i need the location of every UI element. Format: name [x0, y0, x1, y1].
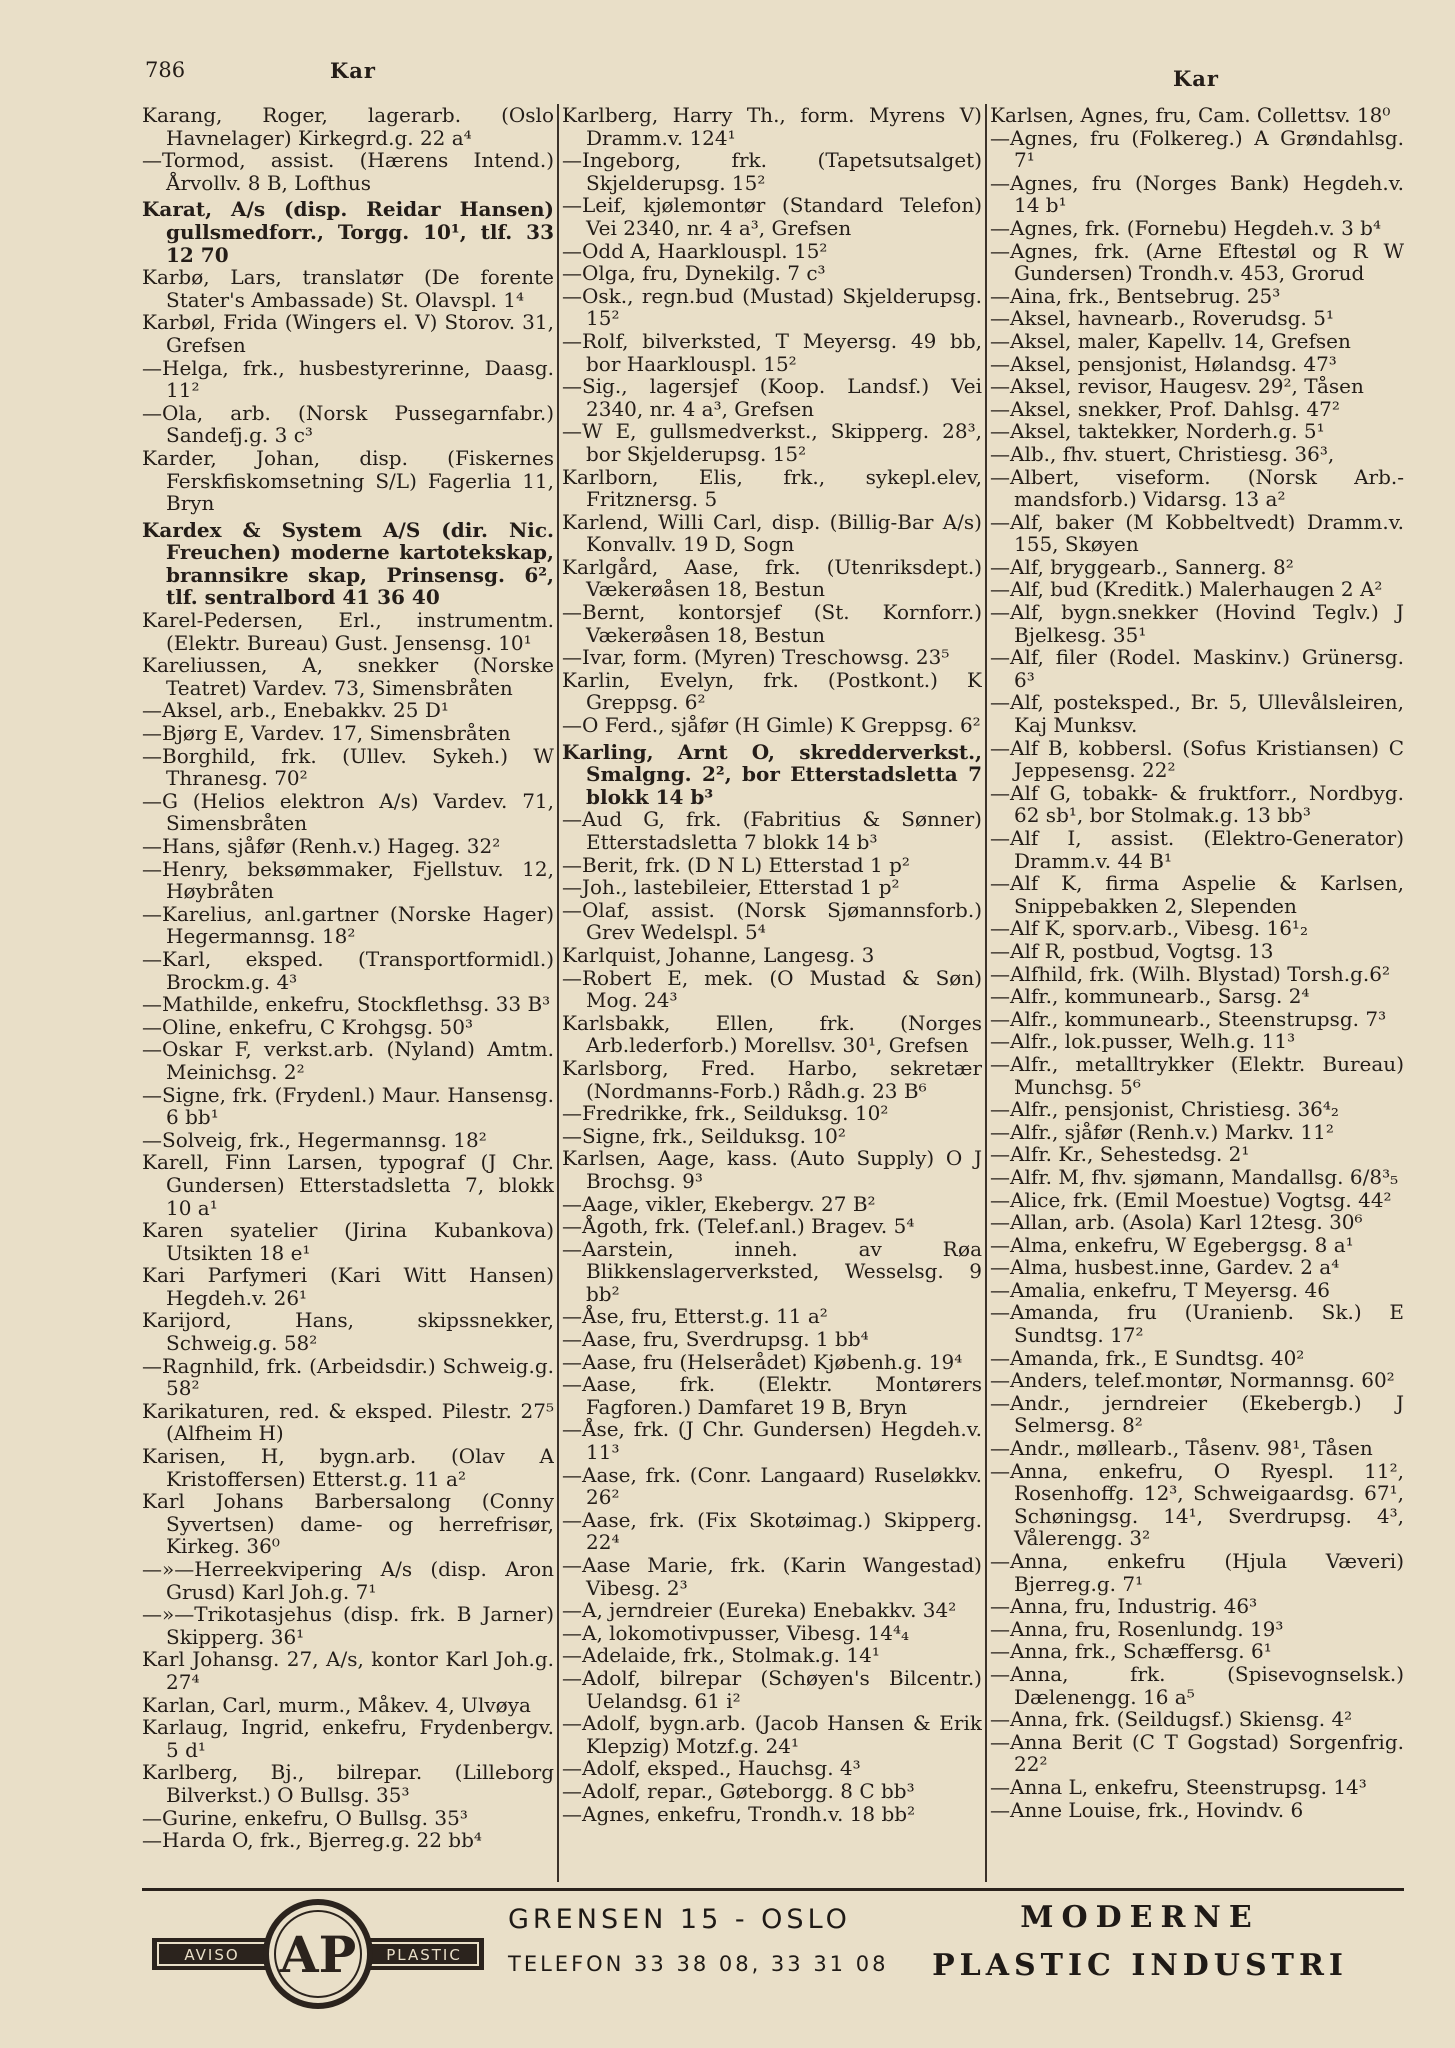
directory-subentry: —Alma, husbest.inne, Gardev. 2 a⁴: [990, 1255, 1340, 1280]
directory-subentry: —Ingeborg, frk. (Tapetsutsalget) Skjelderupsg. 15²: [562, 148, 982, 195]
directory-column-2: [562, 104, 982, 1884]
directory-subentry: —Amanda, fru (Uranienb. Sk.) E Sundtsg. 17²: [990, 1300, 1404, 1348]
directory-subentry: —Anna, frk. (Seildugsf.) Skiensg. 4²: [990, 1707, 1353, 1732]
directory-subentry: —Adolf, eksped., Hauchsg. 4³: [562, 1756, 861, 1781]
directory-subentry: —Aud G, frk. (Fabritius & Sønner) Etterstadsletta 7 blokk 14 b³: [562, 807, 982, 854]
directory-subentry: —Rolf, bilverksted, T Meyersg. 49 bb, bor Haarklouspl. 15²: [562, 328, 982, 376]
directory-entry: Karlberg, Bj., bilrepar. (Lilleborg Bilverkst.) O Bullsg. 35³: [142, 1760, 554, 1807]
directory-subentry: —Alfr., pensjonist, Christiesg. 36⁴₂: [990, 1097, 1339, 1122]
directory-subentry: —Agnes, frk. (Fornebu) Hegdeh.v. 3 b⁴: [990, 215, 1381, 240]
directory-subentry: —Karl, eksped. (Transportformidl.) Brockm.g. 4³: [142, 946, 554, 994]
directory-subentry: —Alice, frk. (Emil Moestue) Vogtsg. 44²: [990, 1187, 1392, 1212]
directory-subentry: —Signe, frk., Seilduksg. 10²: [562, 1123, 846, 1148]
directory-subentry: —Helga, frk., husbestyrerinne, Daasg. 11²: [142, 355, 554, 403]
directory-entry: Karbø, Lars, translatør (De forente Stater's Ambassade) St. Olavspl. 1⁴: [142, 265, 554, 312]
directory-subentry: —Aksel, maler, Kapellv. 14, Grefsen: [990, 328, 1351, 353]
directory-subentry: —Ivar, form. (Myren) Treschowsg. 23⁵: [562, 645, 950, 670]
directory-subentry: —Anna, fru, Industrig. 46³: [990, 1594, 1258, 1619]
directory-entry: Karijord, Hans, skipssnekker, Schweig.g. 58²: [142, 1308, 554, 1356]
directory-subentry: —Alfhild, frk. (Wilh. Blystad) Torsh.g.6²: [990, 961, 1390, 986]
directory-subentry: —Adolf, repar., Gøteborgg. 8 C bb³: [562, 1778, 915, 1803]
directory-subentry: —Aase, fru, Sverdrupsg. 1 bb⁴: [562, 1327, 869, 1352]
directory-entry: Karel-Pedersen, Erl., instrumentm. (Elektr. Bureau) Gust. Jensensg. 10¹: [142, 608, 554, 655]
directory-subentry: —Alf I, assist. (Elektro-Generator) Dramm.v. 44 B¹: [990, 826, 1404, 873]
directory-subentry: —Aase Marie, frk. (Karin Wangestad) Vibesg. 2³: [562, 1553, 982, 1600]
page-number: 786: [145, 58, 186, 82]
directory-subentry: —Agnes, fru (Folkereg.) A Grøndahlsg. 7¹: [990, 125, 1404, 173]
directory-subentry: —Karelius, anl.gartner (Norske Hager) Hegermannsg. 18²: [142, 901, 554, 949]
directory-column-3: [990, 104, 1404, 1884]
directory-subentry: —Aage, vikler, Ekebergv. 27 B²: [562, 1191, 876, 1216]
directory-entry: Karang, Roger, lagerarb. (Oslo Havnelager) Kirkegrd.g. 22 a⁴: [142, 104, 554, 150]
directory-subentry: —Fredrikke, frk., Seilduksg. 10²: [562, 1101, 889, 1126]
footer-brand-line2: PLASTIC INDUSTRI: [932, 1948, 1348, 1983]
directory-subentry: —Andr., møllearb., Tåsenv. 98¹, Tåsen: [990, 1436, 1373, 1461]
directory-subentry: —W E, gullsmedverkst., Skipperg. 28³, bor Skjelderupsg. 15²: [562, 419, 982, 466]
directory-subentry: —Aase, frk. (Elektr. Montørers Fagforen.) Damfaret 19 B, Bryn: [562, 1372, 982, 1419]
directory-subentry: —Sig., lagersjef (Koop. Landsf.) Vei 2340, nr. 4 a³, Grefsen: [562, 374, 982, 421]
directory-subentry: —Alma, enkefru, W Egebergsg. 8 a¹: [990, 1232, 1354, 1257]
directory-subentry: —Amalia, enkefru, T Meyersg. 46: [990, 1277, 1330, 1302]
directory-subentry: —Aksel, snekker, Prof. Dahlsg. 47²: [990, 396, 1340, 421]
directory-entry: Karlsborg, Fred. Harbo, sekretær (Nordmanns-Forb.) Rådh.g. 23 B⁶: [562, 1055, 982, 1103]
directory-subentry: —Robert E, mek. (O Mustad & Søn) Mog. 24³: [562, 965, 982, 1013]
directory-subentry: —Hans, sjåfør (Renh.v.) Hageg. 32²: [142, 834, 501, 858]
directory-subentry: —Aksel, pensjonist, Hølandsg. 47³: [990, 351, 1337, 376]
directory-entry: Karen syatelier (Jirina Kubankova) Utsikten 18 e¹: [142, 1218, 554, 1265]
directory-subentry: —Alfr., kommunearb., Steenstrupsg. 7³: [990, 1006, 1387, 1031]
directory-subentry: —Alfr., metalltrykker (Elektr. Bureau) Munchsg. 5⁶: [990, 1051, 1404, 1099]
directory-entry: Kareliussen, A, snekker (Norske Teatret) Vardev. 73, Simensbråten: [142, 653, 554, 700]
directory-subentry: —Signe, frk. (Frydenl.) Maur. Hansensg. 6 bb¹: [142, 1082, 554, 1130]
logo-monogram: AP: [279, 1925, 357, 1984]
directory-subentry: —Anna Berit (C T Gogstad) Sorgenfrig. 22²: [990, 1729, 1404, 1777]
directory-entry: Kardex & System A/S (dir. Nic. Freuchen) moderne kartotekskap, brannsikre skap, Prinsensg. 6², tlf. sentralbord 41 36 40: [142, 517, 554, 610]
directory-entry: Karlaug, Ingrid, enkefru, Frydenbergv. 5 d¹: [142, 1715, 554, 1762]
directory-subentry: —A, jerndreier (Eureka) Enebakkv. 34²: [562, 1598, 957, 1623]
directory-subentry: —Anne Louise, frk., Hovindv. 6: [990, 1797, 1304, 1822]
directory-subentry: —Åse, fru, Etterst.g. 11 a²: [562, 1304, 828, 1329]
directory-subentry: —Alfr., kommunearb., Sarsg. 2⁴: [990, 984, 1310, 1009]
directory-subentry: —»—Herreekvipering A/s (disp. Aron Grusd) Karl Joh.g. 7¹: [142, 1557, 554, 1604]
directory-subentry: —Ola, arb. (Norsk Pussegarnfabr.) Sandefj.g. 3 c³: [142, 400, 554, 448]
directory-entry: Karikaturen, red. & eksped. Pilestr. 27⁵ (Alfheim H): [142, 1398, 554, 1446]
column-divider: [557, 104, 559, 1882]
directory-subentry: —Gurine, enkefru, O Bullsg. 35³: [142, 1805, 468, 1830]
directory-entry: Karlberg, Harry Th., form. Myrens V) Dramm.v. 124¹: [562, 104, 982, 150]
directory-entry: Karbøl, Frida (Wingers el. V) Storov. 31, Grefsen: [142, 310, 554, 357]
footer-phone: TELEFON 33 38 08, 33 31 08: [508, 1952, 889, 1976]
directory-subentry: —Aase, frk. (Conr. Langaard) Ruseløkkv. 26²: [562, 1462, 982, 1510]
logo-text-right: PLASTIC: [386, 1946, 462, 1964]
directory-subentry: —Osk., regn.bud (Mustad) Skjelderupsg. 15²: [562, 283, 982, 331]
directory-subentry: —Aase, frk. (Fix Skotøimag.) Skipperg. 22⁴: [562, 1507, 982, 1555]
directory-entry: Kari Parfymeri (Kari Witt Hansen) Hegdeh.v. 26¹: [142, 1263, 554, 1310]
directory-subentry: —Ragnhild, frk. (Arbeidsdir.) Schweig.g. 58²: [142, 1353, 554, 1401]
directory-subentry: —Alf R, postbud, Vogtsg. 13: [990, 938, 1274, 963]
directory-entry: Karlborn, Elis, frk., sykepl.elev, Fritznersg. 5: [562, 464, 982, 512]
directory-subentry: —Alb., fhv. stuert, Christiesg. 36³,: [990, 441, 1335, 466]
directory-subentry: —Leif, kjølemontør (Standard Telefon) Vei 2340, nr. 4 a³, Grefsen: [562, 193, 982, 240]
directory-subentry: —Aksel, revisor, Haugesv. 29², Tåsen: [990, 374, 1364, 399]
directory-subentry: —Aksel, havnearb., Roverudsg. 5¹: [990, 306, 1334, 331]
directory-subentry: —Bjørg E, Vardev. 17, Simensbråten: [142, 721, 511, 746]
directory-entry: Karisen, H, bygn.arb. (Olav A Kristoffersen) Etterst.g. 11 a²: [142, 1444, 554, 1491]
directory-subentry: —Alf, bryggearb., Sannerg. 8²: [990, 554, 1294, 579]
directory-entry: Karlin, Evelyn, frk. (Postkont.) K Greppsg. 6²: [562, 667, 982, 715]
directory-entry: Karl Johansg. 27, A/s, kontor Karl Joh.g. 27⁴: [142, 1647, 554, 1694]
directory-subentry: —Anna, enkefru, O Ryespl. 11², Rosenhoffg. 12³, Schweigaardsg. 67¹, Schøningsg. 14¹, Sverdrupsg. 4³, Vålerengg. 3²: [990, 1458, 1404, 1551]
directory-subentry: —Alf, bygn.snekker (Hovind Teglv.) J Bjelkesg. 35¹: [990, 600, 1404, 647]
directory-subentry: —Alf, filer (Rodel. Maskinv.) Grünersg. 6³: [990, 645, 1404, 692]
directory-subentry: —Adolf, bilrepar (Schøyen's Bilcentr.) Uelandsg. 61 i²: [562, 1665, 982, 1713]
directory-subentry: —Solveig, frk., Hegermannsg. 18²: [142, 1127, 487, 1152]
directory-subentry: —Aksel, arb., Enebakkv. 25 D¹: [142, 698, 449, 723]
directory-entry: Karlsbakk, Ellen, frk. (Norges Arb.lederforb.) Morellsv. 30¹, Grefsen: [562, 1010, 982, 1058]
directory-subentry: —Anna, enkefru (Hjula Væveri) Bjerreg.g. 7¹: [990, 1549, 1404, 1596]
running-header-right: Kar: [1173, 66, 1219, 91]
directory-subentry: —Ågoth, frk. (Telef.anl.) Bragev. 5⁴: [562, 1214, 915, 1239]
directory-column-1: [142, 104, 554, 1884]
directory-subentry: —Adolf, bygn.arb. (Jacob Hansen & Erik Klepzig) Motzf.g. 24¹: [562, 1711, 982, 1758]
directory-subentry: —Agnes, frk. (Arne Eftestøl og R W Gundersen) Trondh.v. 453, Grorud: [990, 238, 1404, 286]
directory-subentry: —Olaf, assist. (Norsk Sjømannsforb.) Grev Wedelspl. 5⁴: [562, 897, 982, 945]
directory-subentry: —Tormod, assist. (Hærens Intend.) Årvollv. 8 B, Lofthus: [142, 148, 554, 195]
directory-subentry: —Alf B, kobbersl. (Sofus Kristiansen) C Jeppesensg. 22²: [990, 735, 1404, 783]
directory-entry: Karat, A/s (disp. Reidar Hansen) gullsmedforr., Torgg. 10¹, tlf. 33 12 70: [142, 197, 554, 267]
directory-subentry: —Anders, telef.montør, Normannsg. 60²: [990, 1368, 1395, 1393]
directory-subentry: —Andr., jerndreier (Ekebergb.) J Selmersg. 8²: [990, 1390, 1404, 1438]
directory-subentry: —Albert, viseform. (Norsk Arb.-mandsforb.) Vidarsg. 13 a²: [990, 464, 1404, 512]
directory-subentry: —Allan, arb. (Asola) Karl 12tesg. 30⁶: [990, 1210, 1363, 1235]
footer-brand-line1: MODERNE: [1020, 1900, 1260, 1935]
directory-entry: Karlsen, Aage, kass. (Auto Supply) O J Brochsg. 9³: [562, 1146, 982, 1193]
directory-subentry: —Alf G, tobakk- & fruktforr., Nordbyg. 62 sb¹, bor Stolmak.g. 13 bb³: [990, 780, 1404, 828]
directory-subentry: —Alfr. Kr., Sehestedsg. 2¹: [990, 1142, 1250, 1167]
directory-subentry: —Oskar F, verkst.arb. (Nyland) Amtm. Meinichsg. 2²: [142, 1037, 554, 1084]
directory-subentry: —Aina, frk., Bentsebrug. 25³: [990, 283, 1281, 308]
directory-subentry: —Anna, frk. (Spisevognselsk.) Dælenengg. 16 a⁵: [990, 1661, 1404, 1709]
directory-subentry: —Agnes, enkefru, Trondh.v. 18 bb²: [562, 1801, 916, 1826]
directory-subentry: —Alf K, sporv.arb., Vibesg. 16¹₂: [990, 916, 1308, 941]
directory-subentry: —Alf K, firma Aspelie & Karlsen, Snippebakken 2, Slependen: [990, 871, 1404, 918]
directory-subentry: —Oline, enkefru, C Krohgsg. 50³: [142, 1014, 473, 1039]
directory-subentry: —Anna L, enkefru, Steenstrupsg. 14³: [990, 1774, 1367, 1799]
directory-subentry: —Agnes, fru (Norges Bank) Hegdeh.v. 14 b¹: [990, 170, 1404, 218]
directory-subentry: —Alf, posteksped., Br. 5, Ullevålsleiren, Kaj Munksv.: [990, 690, 1404, 738]
directory-subentry: —Alfr., sjåfør (Renh.v.) Markv. 11²: [990, 1119, 1334, 1144]
directory-subentry: —Odd A, Haarklouspl. 15²: [562, 238, 828, 263]
directory-entry: Karlgård, Aase, frk. (Utenriksdept.) Vækerøåsen 18, Bestun: [562, 554, 982, 602]
directory-entry: Karder, Johan, disp. (Fiskernes Ferskfiskomsetning S/L) Fagerlia 11, Bryn: [142, 445, 554, 516]
directory-subentry: —Alfr., lok.pusser, Welh.g. 11³: [990, 1029, 1296, 1054]
directory-subentry: —Olga, fru, Dynekilg. 7 c³: [562, 261, 826, 286]
directory-subentry: —Henry, beksømmaker, Fjellstuv. 12, Høybråten: [142, 856, 554, 904]
logo-text-left: AVISO: [184, 1946, 240, 1964]
directory-subentry: —Amanda, frk., E Sundtsg. 40²: [990, 1345, 1305, 1370]
directory-subentry: —Harda O, frk., Bjerreg.g. 22 bb⁴: [142, 1828, 482, 1853]
directory-subentry: —Mathilde, enkefru, Stockflethsg. 33 B³: [142, 992, 551, 1017]
directory-entry: Karell, Finn Larsen, typograf (J Chr. Gundersen) Etterstadsletta 7, blokk 10 a¹: [142, 1150, 554, 1220]
directory-subentry: —Borghild, frk. (Ullev. Sykeh.) W Thranesg. 70²: [142, 743, 554, 791]
directory-subentry: —Anna, fru, Rosenlundg. 19³: [990, 1616, 1284, 1641]
directory-subentry: —Berit, frk. (D N L) Etterstad 1 p²: [562, 852, 910, 877]
directory-subentry: —Aarstein, inneh. av Røa Blikkenslagerverksted, Wesselsg. 9 bb²: [562, 1236, 982, 1306]
directory-entry: Karl Johans Barbersalong (Conny Syvertsen) dame- og herrefrisør, Kirkeg. 36⁰: [142, 1489, 554, 1559]
directory-subentry: —Anna, frk., Schæffersg. 6¹: [990, 1639, 1272, 1664]
directory-entry: Karlan, Carl, murm., Måkev. 4, Ulvøya: [142, 1692, 531, 1717]
running-header-left: Kar: [330, 58, 376, 83]
directory-subentry: —Aksel, taktekker, Norderh.g. 5¹: [990, 419, 1325, 444]
directory-subentry: —»—Trikotasjehus (disp. frk. B Jarner) Skipperg. 36¹: [142, 1602, 554, 1649]
directory-subentry: —A, lokomotivpusser, Vibesg. 14⁴₄: [562, 1620, 910, 1645]
directory-subentry: —Alf, baker (M Kobbeltvedt) Dramm.v. 155, Skøyen: [990, 509, 1404, 557]
directory-subentry: —Åse, frk. (J Chr. Gundersen) Hegdeh.v. 11³: [562, 1417, 982, 1465]
directory-subentry: —Alf, bud (Kreditk.) Malerhaugen 2 A²: [990, 577, 1383, 602]
directory-subentry: —Bernt, kontorsjef (St. Kornforr.) Vækerøåsen 18, Bestun: [562, 600, 982, 647]
directory-entry: Karlend, Willi Carl, disp. (Billig-Bar A/s) Konvallv. 19 D, Sogn: [562, 509, 982, 557]
column-divider: [985, 104, 987, 1882]
aviso-plastic-logo: [148, 1898, 488, 2010]
directory-subentry: —O Ferd., sjåfør (H Gimle) K Greppsg. 6²: [562, 713, 981, 738]
directory-entry: Karling, Arnt O, skredderverkst., Smalgng. 2², bor Etterstadsletta 7 blokk 14 b³: [562, 739, 982, 809]
directory-entry: Karlquist, Johanne, Langesg. 3: [562, 942, 875, 967]
directory-subentry: —Aase, fru (Helserådet) Kjøbenh.g. 19⁴: [562, 1349, 963, 1374]
footer-divider: [142, 1888, 1404, 1891]
directory-subentry: —G (Helios elektron A/s) Vardev. 71, Simensbråten: [142, 788, 554, 836]
directory-subentry: —Alfr. M, fhv. sjømann, Mandallsg. 6/8³₅: [990, 1164, 1399, 1189]
directory-entry: Karlsen, Agnes, fru, Cam. Collettsv. 18⁰: [990, 104, 1391, 127]
directory-subentry: —Joh., lastebileier, Etterstad 1 p²: [562, 875, 900, 900]
directory-subentry: —Adelaide, frk., Stolmak.g. 14¹: [562, 1643, 880, 1668]
footer-address: GRENSEN 15 - OSLO: [508, 1904, 851, 1935]
